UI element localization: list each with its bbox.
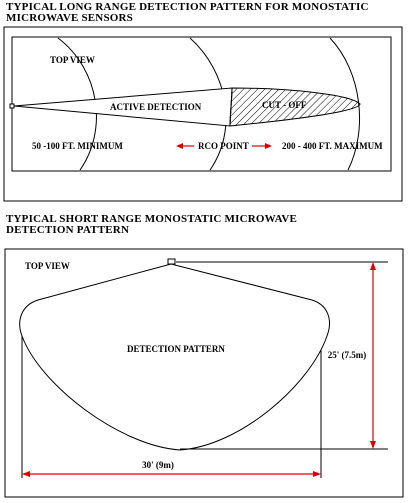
long-range-title-line2: MICROWAVE SENSORS: [6, 12, 133, 24]
short-range-title-line2: DETECTION PATTERN: [6, 224, 130, 236]
detection-pattern-label: DETECTION PATTERN: [127, 344, 225, 354]
rco-point-label: RCO POINT: [198, 141, 249, 151]
long-range-title-line1: TYPICAL LONG RANGE DETECTION PATTERN FOR MONOSTATIC: [6, 1, 369, 13]
short-top-view-label: TOP VIEW: [25, 261, 70, 271]
active-detection-label: ACTIVE DETECTION: [110, 102, 202, 112]
height-label: 25' (7.5m): [327, 350, 367, 360]
long-top-view-label: TOP VIEW: [50, 55, 95, 65]
width-dimension-arrow: [22, 471, 321, 477]
cut-off-label: CUT - OFF: [262, 100, 307, 110]
height-dimension-arrow: [370, 262, 376, 449]
short-range-sensor: [168, 259, 175, 264]
width-label: 30' (9m): [142, 460, 174, 470]
detection-pattern-outline: [20, 264, 330, 450]
minimum-label: 50 -100 FT. MINIMUM: [32, 141, 123, 151]
short-range-title-line1: TYPICAL SHORT RANGE MONOSTATIC MICROWAVE: [6, 213, 298, 225]
long-range-sensor: [10, 104, 14, 108]
maximum-label: 200 - 400 FT. MAXIMUM: [282, 141, 383, 151]
